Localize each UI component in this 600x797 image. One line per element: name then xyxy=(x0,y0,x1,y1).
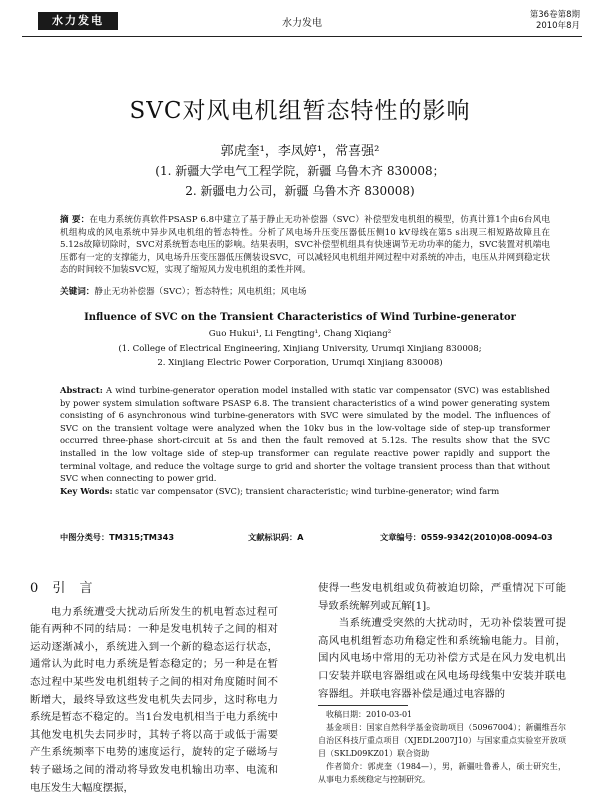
keywords-cn xyxy=(60,286,550,299)
english-keywords-label: Key Words: xyxy=(60,485,113,496)
footnote-fund: 基金项目：国家自然科学基金资助项目（50967004）；新疆维吾尔自治区科技厅重点项目（XJEDL2007J10）与国家重点实验室开放项目（SKLD09KZ01）联合资助 xyxy=(318,723,566,759)
english-keywords-text: static var compensator (SVC); transient characteristic; wind turbine-generator; wind farm xyxy=(115,485,500,496)
volume: 第36卷第8期 xyxy=(529,10,580,20)
journal-name: 水力发电 xyxy=(282,18,322,29)
intro-paragraph-2: 使得一些发电机组或负荷被迫切除，严重情况下可能导致系统解列或瓦解[1]。 xyxy=(318,582,566,612)
abstract-cn-label: 摘 要： xyxy=(60,215,90,225)
affiliation-1: (1. 新疆大学电气工程学院，新疆 乌鲁木齐 830008； xyxy=(155,164,445,178)
english-abstract-text: A wind turbine-generator operation model installed with static var compensator (SVC) was established by power system simulation software PSASP 6.8. The transient characteristics of a wind power generating system consisting of 6 asynchronous wind turbine-generators with SVC were simulated by the model. The influences of SVC on the transient voltage were analyzed when the 10kv bus in the low-voltage side of step-up transformer occurred three-phase short-circuit at 5s and then the fault removed at 5.12s. The results show that the SVC installed in the low voltage side of step-up transformer can regulate reactive power rapidly and support the terminal voltage, and reduce the voltage surge to grid and shorter the voltage transient process than that without SVC when connecting to power grid. xyxy=(60,385,550,484)
issue-date: 2010年8月 xyxy=(535,21,580,31)
abstract-cn-text: 在电力系统仿真软件PSASP 6.8中建立了基于静止无功补偿器（SVC）补偿型发电机组的模型，仿真计算1个由6台风电机组构成的风电系统中异步风电机组的暂态特性。分析了风电场升压变压器低压侧10 kV母线在第5 s出现三相短路故障且在5.12s故障切除时，SVC对系统暂态电压的影响。结果表明，SVC补偿型机组具有快速调节无功功率的能力，SVC装置对机端电压都有一定的支撑能力，风电场升压变压器低压侧装设SVC，可以减轻风电机组并网过程中对系统的冲击，电压从并网到稳定状态的时间较不加装SVC短，实现了缩短风力发电机组的柔性并网。 xyxy=(60,215,550,275)
intro-paragraph-1: 电力系统遭受大扰动后所发生的机电暂态过程可能有两种不同的结局：一种是发电机转子之间的相对运动逐渐减小，系统进入到一个新的稳态运行状态，通常认为此时电力系统是暂态稳定的；另一种是在暂态过程中某些发电机组转子之间的相对角度随时间不断增大，最终导致这些发电机失去同步，这时称电力系统是暂态不稳定的。当1台发电机相当于电力系统中其他发电机失去同步时，其转子将以高于或低于需要产生系统频率下电势的速度运行，旋转的定子磁场与转子磁场之间的滑动将导致发电机输出功率、电流和电压发生大幅度摆振， xyxy=(30,605,278,794)
right-column xyxy=(318,580,566,786)
intro-paragraph-3: 当系统遭受突然的大扰动时，无功补偿装置可提高风电机组暂态功角稳定性和系统输电能力。目前，国内风电场中常用的无功补偿方式是在风力发电机出口安装并联电容器组或在风电场母线集中安装并联电容器组。并联电容器补偿是通过电容器的 xyxy=(318,617,566,700)
keywords-cn-text: 静止无功补偿器（SVC）；暂态特性；风电机组；风电场 xyxy=(94,287,307,297)
issue-info xyxy=(530,10,580,32)
paper-title: SVC对风电机组暂态特性的影响 xyxy=(129,98,471,124)
left-column xyxy=(30,580,278,797)
english-abstract-label: Abstract: xyxy=(60,385,103,395)
page-header xyxy=(22,10,582,37)
english-abstract xyxy=(60,384,550,497)
affiliation-2: 2. 新疆电力公司，新疆 乌鲁木齐 830008) xyxy=(185,184,415,198)
article-number: 文章编号：0559-9342(2010)08-0094-03 xyxy=(380,532,553,542)
english-title: Influence of SVC on the Transient Characteristics of Wind Turbine-generator xyxy=(84,312,516,323)
authors: 郭虎奎¹，李凤婷¹，常喜强² xyxy=(220,144,380,159)
document-code: 文献标识码：A xyxy=(248,532,304,542)
clc-number: 中图分类号：TM315;TM343 xyxy=(60,532,175,542)
footnote-bio: 作者简介：郭虎奎（1984—），男，新疆吐鲁番人，硕士研究生，从事电力系统稳定与控制研究。 xyxy=(318,762,566,785)
english-affiliation-2: 2. Xinjiang Electric Power Corporation, Urumqi Xinjiang 830008) xyxy=(157,358,443,368)
footnote-received: 收稿日期：2010-03-01 xyxy=(326,710,413,720)
english-affiliation-1: (1. College of Electrical Engineering, Xinjiang University, Urumqi Xinjiang 830008; xyxy=(118,344,482,354)
journal-logo: 水力发电 xyxy=(38,12,118,30)
abstract-cn xyxy=(60,214,550,277)
keywords-cn-label: 关键词： xyxy=(60,287,95,297)
english-authors: Guo Hukui¹, Li Fengting¹, Chang Xiqiang² xyxy=(208,329,392,339)
section-heading-intro: 0 引 言 xyxy=(30,581,98,596)
footnote-rule xyxy=(318,705,408,706)
